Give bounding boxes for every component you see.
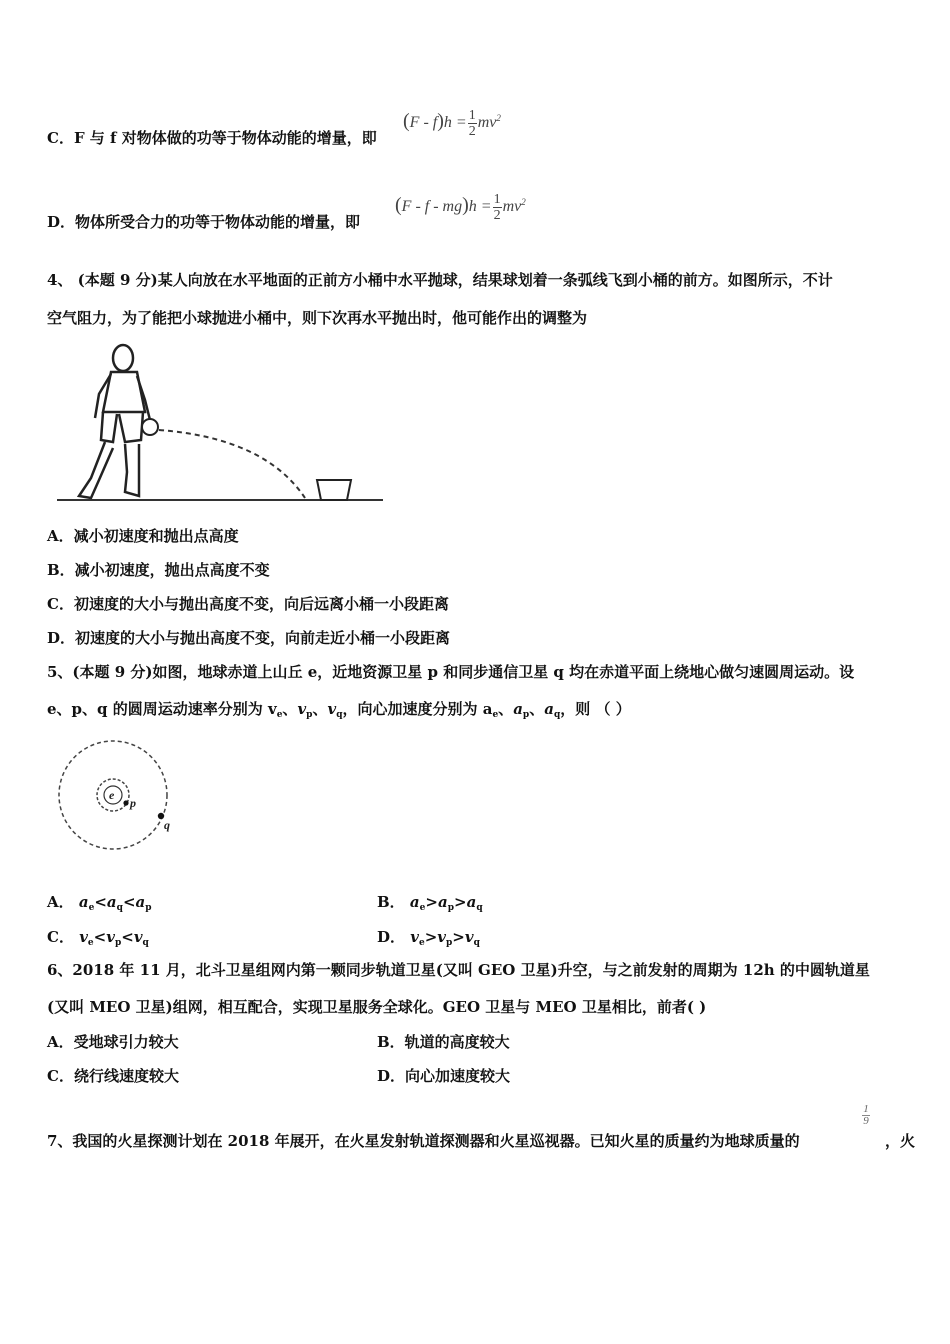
q4-option-b: B．减小初速度，抛出点高度不变: [47, 561, 270, 579]
q4-stem-line2: 空气阻力，为了能把小球抛进小桶中，则下次再水平抛出时，他可能作出的调整为: [47, 309, 588, 327]
q5-option-d: D． $v_e>v_p>v_q$: [377, 928, 480, 948]
q6-option-b: B．轨道的高度较大: [377, 1033, 510, 1051]
q6-option-a: A．受地球引力较大: [47, 1033, 179, 1051]
q4-option-c: C．初速度的大小与抛出高度不变，向后远离小桶一小段距离: [47, 595, 449, 613]
q5-label-e: e: [109, 788, 115, 802]
q5-stem-line2: e、p、q 的圆周运动速率分别为 $v_e$、$v_p$、$v_q$，向心加速度分别为 $a_e$、$a_p$、$a_q$，则 （ ）: [47, 700, 631, 720]
q6-option-d: D．向心加速度较大: [377, 1067, 511, 1085]
q5-orbit-figure: [50, 735, 190, 870]
q4-stem-line1: 4、 (本题 9 分)某人向放在水平地面的正前方小桶中水平抛球，结果球划着一条弧线飞到小桶的前方。如图所示，不计: [47, 271, 833, 289]
q5-stem-line1: 5、(本题 9 分)如图，地球赤道上山丘 e，近地资源卫星 p 和同步通信卫星 q 均在赤道平面上绕地心做匀速圆周运动。设: [47, 663, 855, 681]
q5-option-a: A． $a_e<a_q<a_p$: [47, 893, 152, 913]
q7-stem-line1: 7、我国的火星探测计划在 2018 年展开，在火星发射轨道探测器和火星巡视器。已知火星的质量约为地球质量的: [47, 1132, 800, 1150]
q5-option-c: C． $v_e<v_p<v_q$: [47, 928, 149, 948]
q3-formula-d: (F - f - mg)h = $\frac{1}{2}$ $mv^2$: [395, 192, 526, 223]
q4-thrower-figure: [55, 338, 390, 508]
q7-stem-tail: ，火: [885, 1132, 916, 1150]
q5-option-b: B． $a_e>a_p>a_q$: [377, 893, 483, 913]
q3-option-d: D．物体所受合力的功等于物体动能的增量，即: [47, 213, 361, 231]
q5-label-q: q: [164, 818, 170, 832]
q6-stem-line2: (又叫 MEO 卫星)组网，相互配合，实现卫星服务全球化。GEO 卫星与 MEO 卫星相比，前者( ): [47, 998, 707, 1016]
q4-option-a: A．减小初速度和抛出点高度: [47, 527, 239, 545]
q3-option-c: C．F 与 f 对物体做的功等于物体动能的增量，即: [47, 129, 377, 147]
q6-stem-line1: 6、2018 年 11 月，北斗卫星组网内第一颗同步轨道卫星(又叫 GEO 卫星)升空，与之前发射的周期为 12h 的中圆轨道星: [47, 961, 870, 979]
q4-option-d: D．初速度的大小与抛出高度不变，向前走近小桶一小段距离: [47, 629, 451, 647]
q3-formula-c: (F - f)h = $\frac{1}{2}$ $mv^2$: [403, 108, 501, 139]
q7-fraction: 1 9: [863, 1103, 869, 1127]
q6-option-c: C．绕行线速度较大: [47, 1067, 179, 1085]
q5-label-p: p: [130, 796, 136, 810]
